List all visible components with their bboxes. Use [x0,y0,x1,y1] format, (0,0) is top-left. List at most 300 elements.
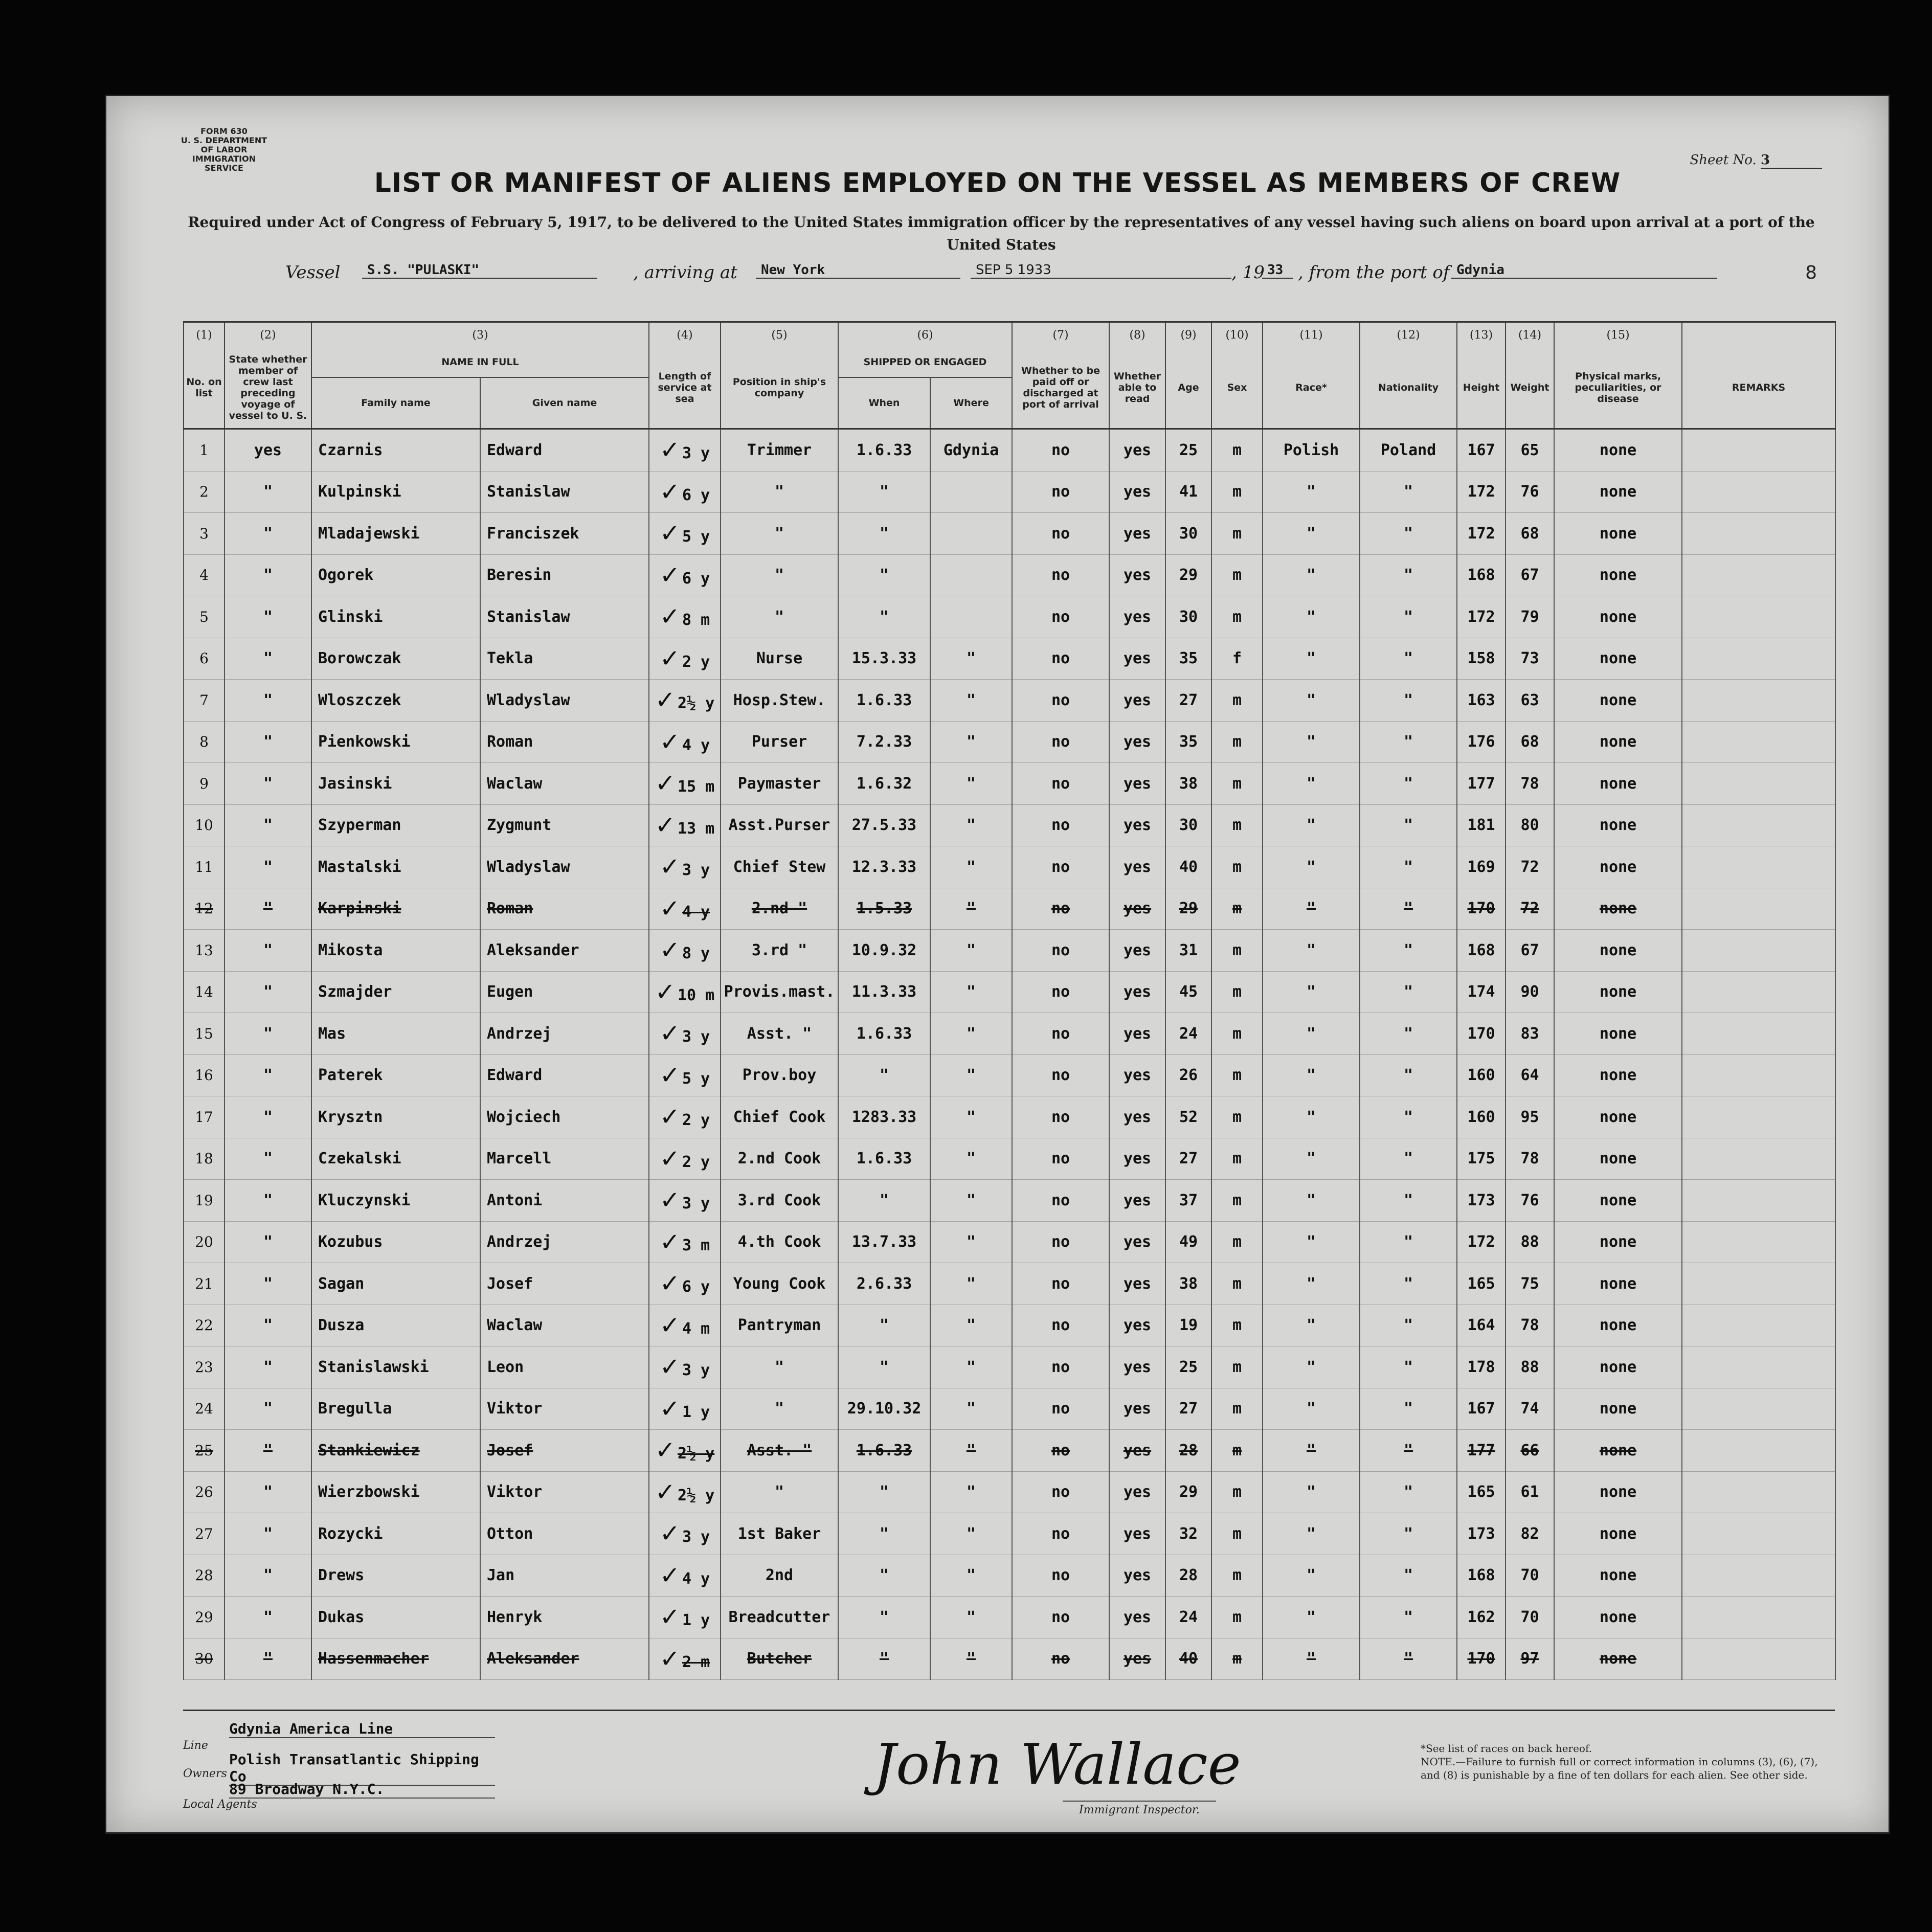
cell-position: Paymaster [721,763,838,805]
cell-remarks [1682,1013,1835,1055]
cell-sex: m [1211,721,1263,763]
cell-age: 27 [1165,1388,1211,1430]
cell-no: 27 [184,1513,224,1555]
cell-paid-off: no [1012,1597,1109,1638]
cell-where [930,596,1012,638]
cell-when: 15.3.33 [838,638,930,680]
cell-weight: 78 [1506,1305,1554,1346]
cell-length [649,721,721,763]
cell-age: 32 [1165,1513,1211,1555]
cell-age: 28 [1165,1430,1211,1472]
length-value: 3 m [682,1236,710,1254]
cell-age: 25 [1165,1346,1211,1388]
cell-marks: none [1554,1013,1682,1055]
crew-rows [184,429,1835,1680]
cell-sex: m [1211,1138,1263,1180]
cell-when: 2.6.33 [838,1263,930,1305]
cell-read: yes [1109,1388,1165,1430]
cell-where: " [930,971,1012,1013]
cell-read: yes [1109,1430,1165,1472]
cell-marks: none [1554,1346,1682,1388]
cell-when: 1.6.33 [838,680,930,722]
cell-position: Asst. " [721,1013,838,1055]
col-height: Height [1457,347,1506,429]
cell-race: " [1263,1013,1360,1055]
cell-weight: 75 [1506,1263,1554,1305]
cell-weight: 63 [1506,680,1554,722]
cell-marks: none [1554,1221,1682,1263]
cell-no: 5 [184,596,224,638]
cell-where: " [930,763,1012,805]
length-value: 2½ y [678,694,715,713]
cell-family: Mikosta [311,930,480,972]
cell-where: " [930,930,1012,972]
cell-remarks [1682,1346,1835,1388]
cell-paid-off: no [1012,1430,1109,1472]
cell-read: yes [1109,513,1165,555]
cell-nationality: " [1360,763,1457,805]
owners-label: Owners [183,1767,227,1780]
checkmark-icon: ✓ [659,1519,681,1548]
length-value: 2½ y [678,1486,715,1504]
cell-family: Kulpinski [311,471,480,513]
length-value: 1 y [682,1403,710,1421]
cell-no: 19 [184,1180,224,1222]
cell-where: " [930,1221,1012,1263]
cell-length [649,596,721,638]
cell-given: Andrzej [480,1013,649,1055]
cell-member: " [224,888,311,930]
manifest-sheet [105,95,1890,1834]
cell-read: yes [1109,930,1165,972]
cell-position: " [721,1388,838,1430]
cell-remarks [1682,1305,1835,1346]
cell-height: 168 [1457,554,1506,596]
cell-read: yes [1109,1305,1165,1346]
length-value: 4 y [682,903,710,921]
cell-member: " [224,1471,311,1513]
manifest-footer [183,1710,1835,1824]
cell-weight: 80 [1506,804,1554,846]
cell-length [649,888,721,930]
service: IMMIGRATION SERVICE [192,154,256,173]
table-row [184,429,1835,471]
cell-race: " [1263,638,1360,680]
cell-given: Jan [480,1555,649,1597]
cell-family: Pienkowski [311,721,480,763]
cell-given: Franciszek [480,513,649,555]
cell-height: 164 [1457,1305,1506,1346]
cell-sex: m [1211,763,1263,805]
table-row [184,1430,1835,1472]
checkmark-icon: ✓ [655,769,676,798]
cell-nationality: " [1360,680,1457,722]
cell-remarks [1682,930,1835,972]
cell-paid-off: no [1012,1471,1109,1513]
cell-member: " [224,680,311,722]
cell-marks: none [1554,1305,1682,1346]
cell-marks: none [1554,1263,1682,1305]
cell-length [649,1138,721,1180]
table-row [184,596,1835,638]
cell-nationality: " [1360,1638,1457,1680]
cell-member: " [224,1430,311,1472]
cell-paid-off: no [1012,680,1109,722]
cell-given: Zygmunt [480,804,649,846]
cell-paid-off: no [1012,1138,1109,1180]
length-value: 5 y [682,528,710,546]
cell-age: 31 [1165,930,1211,972]
cell-remarks [1682,888,1835,930]
cell-length [649,971,721,1013]
cell-no: 18 [184,1138,224,1180]
table-row [184,1555,1835,1597]
cell-paid-off: no [1012,1263,1109,1305]
cell-nationality: " [1360,804,1457,846]
length-value: 2 y [682,653,710,671]
col-num-12: (12) [1360,322,1457,348]
arrival-date: SEP 5 1933 [971,262,1231,279]
cell-weight: 72 [1506,888,1554,930]
cell-member: " [224,1013,311,1055]
cell-race: " [1263,513,1360,555]
col-num-3: (3) [311,322,649,348]
cell-age: 41 [1165,471,1211,513]
cell-weight: 68 [1506,721,1554,763]
cell-position: Provis.mast. [721,971,838,1013]
cell-nationality: " [1360,930,1457,972]
col-num-15: (15) [1554,322,1682,348]
cell-no: 12 [184,888,224,930]
cell-remarks [1682,1263,1835,1305]
cell-member: " [224,471,311,513]
cell-family: Borowczak [311,638,480,680]
table-row [184,1305,1835,1346]
vessel-label: Vessel [285,262,341,283]
checkmark-icon: ✓ [659,1186,681,1215]
cell-when: " [838,1346,930,1388]
cell-remarks [1682,804,1835,846]
cell-position: Hosp.Stew. [721,680,838,722]
cell-nationality: " [1360,1430,1457,1472]
table-row [184,471,1835,513]
cell-nationality: " [1360,1597,1457,1638]
cell-no: 13 [184,930,224,972]
cell-read: yes [1109,680,1165,722]
cell-where: " [930,1180,1012,1222]
cell-where: " [930,1513,1012,1555]
cell-nationality: " [1360,971,1457,1013]
length-value: 3 y [682,861,710,880]
col-remarks: REMARKS [1682,347,1835,429]
cell-no: 2 [184,471,224,513]
page-number: 8 [1805,262,1817,283]
cell-height: 170 [1457,1013,1506,1055]
cell-age: 19 [1165,1305,1211,1346]
cell-given: Henryk [480,1597,649,1638]
cell-remarks [1682,1430,1835,1472]
table-row [184,1638,1835,1680]
cell-nationality: " [1360,1305,1457,1346]
cell-member: " [224,554,311,596]
table-row [184,1138,1835,1180]
cell-when: 1.6.33 [838,1430,930,1472]
cell-height: 178 [1457,1346,1506,1388]
cell-marks: none [1554,846,1682,888]
cell-marks: none [1554,804,1682,846]
sheet-number-value: 3 [1761,152,1822,169]
checkmark-icon: ✓ [659,1103,681,1132]
checkmark-icon: ✓ [659,1561,681,1590]
cell-paid-off: no [1012,554,1109,596]
cell-age: 38 [1165,763,1211,805]
cell-age: 35 [1165,721,1211,763]
cell-height: 173 [1457,1513,1506,1555]
checkmark-icon: ✓ [659,436,681,465]
cell-sex: m [1211,1263,1263,1305]
cell-where: " [930,1138,1012,1180]
cell-height: 181 [1457,804,1506,846]
cell-race: " [1263,1096,1360,1138]
cell-no: 15 [184,1013,224,1055]
cell-remarks [1682,596,1835,638]
cell-no: 29 [184,1597,224,1638]
cell-no: 4 [184,554,224,596]
cell-position: 3.rd Cook [721,1180,838,1222]
length-value: 4 m [682,1319,710,1338]
checkmark-icon: ✓ [659,1311,681,1340]
cell-remarks [1682,429,1835,471]
cell-given: Marcell [480,1138,649,1180]
cell-weight: 65 [1506,429,1554,471]
length-value: 6 y [682,569,710,588]
cell-length [649,554,721,596]
cell-weight: 90 [1506,971,1554,1013]
table-row [184,930,1835,972]
cell-where: " [930,721,1012,763]
cell-weight: 61 [1506,1471,1554,1513]
cell-member: " [224,513,311,555]
cell-height: 170 [1457,888,1506,930]
cell-length [649,846,721,888]
table-row [184,1597,1835,1638]
cell-position: Prov.boy [721,1054,838,1096]
cell-marks: none [1554,429,1682,471]
cell-length [649,1013,721,1055]
cell-weight: 64 [1506,1054,1554,1096]
cell-given: Aleksander [480,1638,649,1680]
from-port-label: , from the port of [1298,262,1450,283]
cell-when: 10.9.32 [838,930,930,972]
table-row [184,554,1835,596]
table-row [184,680,1835,722]
cell-read: yes [1109,1096,1165,1138]
cell-where: " [930,1388,1012,1430]
cell-family: Czekalski [311,1138,480,1180]
cell-when: 27.5.33 [838,804,930,846]
cell-position: Pantryman [721,1305,838,1346]
cell-where: " [930,638,1012,680]
cell-no: 25 [184,1430,224,1472]
cell-family: Czarnis [311,429,480,471]
cell-when: 12.3.33 [838,846,930,888]
cell-paid-off: no [1012,1013,1109,1055]
cell-read: yes [1109,763,1165,805]
cell-height: 160 [1457,1054,1506,1096]
col-num-13: (13) [1457,322,1506,348]
cell-when: " [838,1638,930,1680]
cell-no: 3 [184,513,224,555]
cell-member: " [224,596,311,638]
from-port: Gdynia [1451,262,1717,279]
cell-height: 172 [1457,471,1506,513]
arriving-port: New York [756,262,960,279]
cell-sex: m [1211,804,1263,846]
cell-marks: none [1554,1597,1682,1638]
cell-race: " [1263,1221,1360,1263]
cell-height: 165 [1457,1263,1506,1305]
cell-marks: none [1554,1388,1682,1430]
cell-remarks [1682,680,1835,722]
cell-position: Young Cook [721,1263,838,1305]
cell-length [649,680,721,722]
cell-height: 176 [1457,721,1506,763]
cell-sex: m [1211,1555,1263,1597]
cell-age: 40 [1165,846,1211,888]
vessel-name: S.S. "PULASKI" [362,262,597,279]
cell-marks: none [1554,930,1682,972]
cell-race: " [1263,1597,1360,1638]
cell-nationality: " [1360,1513,1457,1555]
checkmark-icon: ✓ [659,1394,681,1423]
cell-when: " [838,1180,930,1222]
cell-given: Beresin [480,554,649,596]
cell-family: Drews [311,1555,480,1597]
arriving-label: , arriving at [633,262,737,283]
cell-weight: 70 [1506,1597,1554,1638]
cell-length [649,1096,721,1138]
footnotes [1421,1742,1830,1782]
cell-paid-off: no [1012,763,1109,805]
cell-no: 28 [184,1555,224,1597]
cell-marks: none [1554,1555,1682,1597]
cell-no: 7 [184,680,224,722]
cell-family: Bregulla [311,1388,480,1430]
col-sex: Sex [1211,347,1263,429]
cell-nationality: " [1360,1471,1457,1513]
cell-nationality: " [1360,888,1457,930]
cell-paid-off: no [1012,1555,1109,1597]
col-num-11: (11) [1263,322,1360,348]
crew-table [183,321,1835,1680]
cell-no: 8 [184,721,224,763]
cell-family: Mladajewski [311,513,480,555]
col-marks: Physical marks, peculiarities, or disease [1554,347,1682,429]
cell-height: 168 [1457,1555,1506,1597]
cell-given: Tekla [480,638,649,680]
length-value: 5 y [682,1069,710,1088]
cell-weight: 72 [1506,846,1554,888]
cell-age: 30 [1165,596,1211,638]
checkmark-icon: ✓ [655,1436,676,1465]
table-row [184,513,1835,555]
cell-marks: none [1554,1180,1682,1222]
col-num-8: (8) [1109,322,1165,348]
cell-read: yes [1109,429,1165,471]
cell-length [649,1054,721,1096]
cell-age: 24 [1165,1597,1211,1638]
cell-length [649,930,721,972]
cell-no: 20 [184,1221,224,1263]
table-row [184,1013,1835,1055]
cell-when: " [838,1513,930,1555]
cell-race: " [1263,1346,1360,1388]
checkmark-icon: ✓ [659,894,681,923]
cell-race: " [1263,888,1360,930]
cell-family: Kluczynski [311,1180,480,1222]
col-num-2: (2) [224,322,311,348]
cell-length [649,429,721,471]
cell-height: 167 [1457,429,1506,471]
cell-where [930,554,1012,596]
cell-marks: none [1554,638,1682,680]
cell-sex: m [1211,429,1263,471]
cell-remarks [1682,1180,1835,1222]
cell-length [649,763,721,805]
cell-read: yes [1109,1180,1165,1222]
cell-read: yes [1109,721,1165,763]
cell-race: " [1263,1638,1360,1680]
cell-height: 177 [1457,763,1506,805]
cell-race: " [1263,1138,1360,1180]
cell-where: " [930,1471,1012,1513]
cell-remarks [1682,846,1835,888]
cell-age: 37 [1165,1180,1211,1222]
cell-family: Stankiewicz [311,1430,480,1472]
inspector-label: Immigrant Inspector. [1063,1801,1216,1816]
cell-race: " [1263,1305,1360,1346]
length-value: 2 y [682,1111,710,1130]
cell-given: Edward [480,429,649,471]
cell-given: Andrzej [480,1221,649,1263]
form-number: FORM 630 [200,126,248,136]
cell-paid-off: no [1012,1513,1109,1555]
checkmark-icon: ✓ [659,560,681,590]
cell-paid-off: no [1012,1638,1109,1680]
col-length: Length of service at sea [649,347,721,429]
cell-member: " [224,721,311,763]
cell-sex: m [1211,554,1263,596]
cell-marks: none [1554,1138,1682,1180]
table-row [184,1180,1835,1222]
cell-weight: 76 [1506,1180,1554,1222]
cell-given: Wladyslaw [480,846,649,888]
cell-marks: none [1554,1096,1682,1138]
cell-given: Wojciech [480,1096,649,1138]
col-no: No. on list [184,347,224,429]
cell-nationality: " [1360,1096,1457,1138]
cell-weight: 70 [1506,1555,1554,1597]
cell-nationality: " [1360,1555,1457,1597]
cell-length [649,1263,721,1305]
cell-position: Chief Stew [721,846,838,888]
cell-length [649,513,721,555]
cell-remarks [1682,1555,1835,1597]
cell-given: Aleksander [480,930,649,972]
cell-read: yes [1109,596,1165,638]
cell-race: " [1263,804,1360,846]
cell-read: yes [1109,1555,1165,1597]
